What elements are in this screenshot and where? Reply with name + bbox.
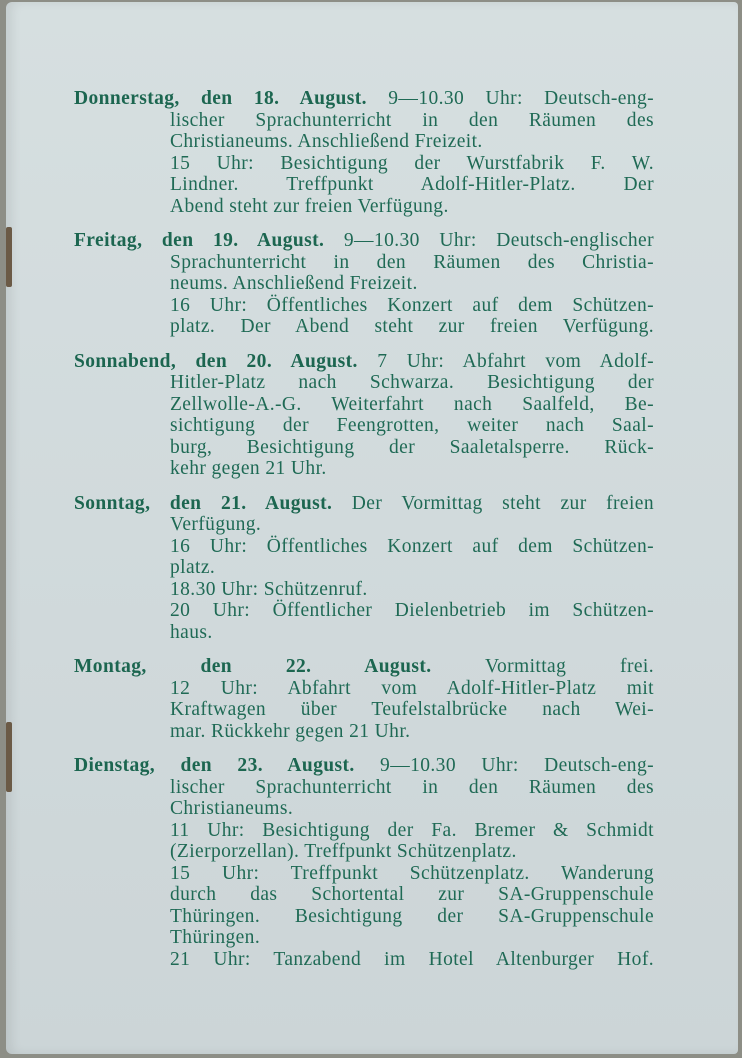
entry-line: Abend steht zur freien Verfügung. xyxy=(170,195,449,217)
entry-line: platz. xyxy=(170,557,216,578)
schedule xyxy=(74,88,654,983)
entry-line: kehr gegen 21 Uhr. xyxy=(170,458,327,479)
staple xyxy=(6,227,12,287)
entry-first-line xyxy=(74,755,654,777)
entry-line: 16 Uhr: Öffentliches Konzert auf dem Schützen- xyxy=(170,535,654,557)
entry-first-line xyxy=(74,493,654,515)
entry-line: Hitler-Platz nach Schwarza. Besichtigung der xyxy=(170,372,654,393)
entry-text: 7 Uhr: Abfahrt vom Adolf- xyxy=(377,350,655,372)
entry-first-line xyxy=(74,656,654,678)
entry-line: Sprachunterricht in den Räumen des Christia- xyxy=(170,251,654,273)
entry-text: 9—10.30 Uhr: Deutsch-eng- xyxy=(388,88,654,109)
entry-line: mar. Rückkehr gegen 21 Uhr. xyxy=(170,720,411,742)
entry-line: durch das Schortental zur SA-Gruppenschule xyxy=(170,884,654,905)
entry-first-line xyxy=(74,351,654,373)
entry-line: Lindner. Treffpunkt Adolf-Hitler-Platz. Der xyxy=(170,174,654,195)
entry-line: 15 Uhr: Treffpunkt Schützenplatz. Wanderung xyxy=(170,862,654,884)
entry-line: Christianeums. xyxy=(170,798,294,819)
schedule-entry xyxy=(74,656,654,742)
entry-line: sichtigung der Feengrotten, weiter nach Saal- xyxy=(170,415,654,436)
schedule-entry xyxy=(74,493,654,644)
entry-line: Christianeums. Anschließend Freizeit. xyxy=(170,131,483,152)
entry-line: haus. xyxy=(170,621,213,643)
entry-first-line xyxy=(74,230,654,252)
entry-first-line xyxy=(74,88,654,110)
day-heading: Sonnabend, den 20. August. xyxy=(74,350,358,372)
entry-line: platz. Der Abend steht zur freien Verfügung. xyxy=(170,316,654,337)
entry-text: 9—10.30 Uhr: Deutsch-englischer xyxy=(343,230,655,251)
day-heading: Sonntag, den 21. August. xyxy=(74,492,333,514)
schedule-entry xyxy=(74,230,654,338)
day-heading: Dienstag, den 23. August. xyxy=(74,755,355,776)
entry-line: 11 Uhr: Besichtigung der Fa. Bremer & Schmidt xyxy=(170,819,654,841)
entry-line: 21 Uhr: Tanzabend im Hotel Altenburger Hof. xyxy=(170,948,654,970)
entry-line: neums. Anschließend Freizeit. xyxy=(170,273,418,294)
entry-line: 12 Uhr: Abfahrt vom Adolf-Hitler-Platz mit xyxy=(170,677,654,699)
entry-line: 18.30 Uhr: Schützenruf. xyxy=(170,578,368,600)
entry-line: burg, Besichtigung der Saaletalsperre. Rück- xyxy=(170,436,654,458)
entry-text: Vormittag frei. xyxy=(484,656,654,677)
day-heading: Donnerstag, den 18. August. xyxy=(74,88,367,109)
entry-line: lischer Sprachunterricht in den Räumen des xyxy=(170,109,654,131)
booklet-page xyxy=(6,2,738,1054)
entry-line: Thüringen. Besichtigung der SA-Gruppenschule xyxy=(170,905,654,927)
entry-text: 9—10.30 Uhr: Deutsch-eng- xyxy=(380,755,654,776)
entry-line: Verfügung. xyxy=(170,514,262,535)
entry-line: Thüringen. xyxy=(170,927,261,948)
schedule-entry xyxy=(74,88,654,217)
staple xyxy=(6,722,12,792)
schedule-entry xyxy=(74,755,654,970)
entry-line: 20 Uhr: Öffentlicher Dielenbetrieb im Schützen- xyxy=(170,600,654,621)
entry-line: 16 Uhr: Öffentliches Konzert auf dem Schützen- xyxy=(170,294,654,316)
entry-line: lischer Sprachunterricht in den Räumen des xyxy=(170,776,654,798)
entry-text: Der Vormittag steht zur freien xyxy=(351,492,654,514)
entry-line: 15 Uhr: Besichtigung der Wurstfabrik F. W. xyxy=(170,152,654,174)
entry-line: (Zierporzellan). Treffpunkt Schützenplatz. xyxy=(170,841,517,862)
day-heading: Freitag, den 19. August. xyxy=(74,230,325,251)
schedule-entry xyxy=(74,351,654,480)
entry-line: Zellwolle-A.-G. Weiterfahrt nach Saalfeld, Be- xyxy=(170,393,654,415)
entry-line: Kraftwagen über Teufelstalbrücke nach Wei- xyxy=(170,699,654,720)
day-heading: Montag, den 22. August. xyxy=(74,656,432,677)
